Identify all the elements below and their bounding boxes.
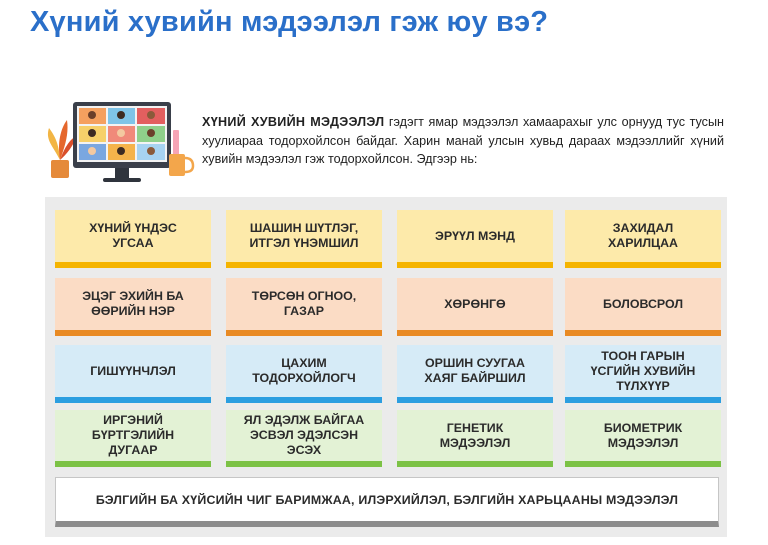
cup-icon: [169, 154, 185, 176]
category-membership: ГИШҮҮНЧЛЭЛ: [55, 345, 211, 403]
category-biometric-data: БИОМЕТРИК МЭДЭЭЛЭЛ: [565, 410, 721, 467]
category-birth-date-place: ТӨРСӨН ОГНОО, ГАЗАР: [226, 278, 382, 336]
category-gender-orientation: БЭЛГИЙН БА ХҮЙСИЙН ЧИГ БАРИМЖАА, ИЛЭРХИЙЛЭЛ, БЭЛГИЙН ХАРЬЦААНЫ МЭДЭЭЛЭЛ: [55, 477, 719, 527]
video-conference-illustration: [45, 98, 195, 190]
category-health: ЭРҮҮЛ МЭНД: [397, 210, 553, 268]
page-title: Хүний хувийн мэдээлэл гэж юу вэ?: [30, 6, 549, 38]
category-electronic-identifier: ЦАХИМ ТОДОРХОЙЛОГЧ: [226, 345, 382, 403]
participant-tiles: [79, 108, 165, 160]
intro-text: гэдэгт ямар мэдээлэл хамаарахыг улс орнууд тус тусын хуулиараа тодорхойлсон байдаг. Харин манай улсын хувьд дараах мэдээллийг хүний хувийн мэдээлэл гэж тодорхойлсон. Эдгээр нь:: [202, 115, 724, 166]
category-criminal-record: ЯЛ ЭДЭЛЖ БАЙГАА ЭСВЭЛ ЭДЭЛСЭН ЭСЭХ: [226, 410, 382, 467]
category-education: БОЛОВСРОЛ: [565, 278, 721, 336]
category-digital-signature-key: ТООН ГАРЫН ҮСГИЙН ХУВИЙН ТҮЛХҮҮР: [565, 345, 721, 403]
category-ethnicity: ХҮНИЙ ҮНДЭС УГСАА: [55, 210, 211, 268]
intro-heading: ХҮНИЙ ХУВИЙН МЭДЭЭЛЭЛ: [202, 115, 385, 129]
category-residential-address: ОРШИН СУУГАА ХАЯГ БАЙРШИЛ: [397, 345, 553, 403]
category-correspondence: ЗАХИДАЛ ХАРИЛЦАА: [565, 210, 721, 268]
category-parent-and-own-name: ЭЦЭГ ЭХИЙН БА ӨӨРИЙН НЭР: [55, 278, 211, 336]
category-civil-registration-number: ИРГЭНИЙ БҮРТГЭЛИЙН ДУГААР: [55, 410, 211, 467]
category-genetic-data: ГЕНЕТИК МЭДЭЭЛЭЛ: [397, 410, 553, 467]
category-religion-belief: ШАШИН ШҮТЛЭГ, ИТГЭЛ ҮНЭМШИЛ: [226, 210, 382, 268]
category-property: ХӨРӨНГӨ: [397, 278, 553, 336]
intro-paragraph: [202, 113, 724, 169]
